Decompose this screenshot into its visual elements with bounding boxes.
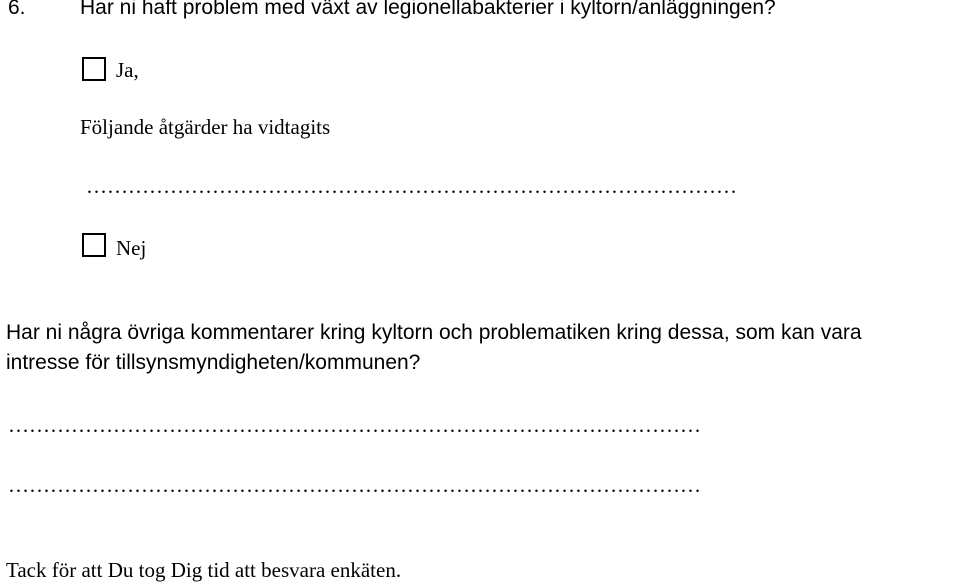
measures-label: Följande åtgärder ha vidtagits bbox=[80, 115, 331, 139]
yes-checkbox[interactable] bbox=[82, 57, 106, 81]
question-number: 6. bbox=[8, 0, 26, 19]
comments-question-line-2: intresse för tillsynsmyndigheten/kommunen? bbox=[6, 351, 421, 374]
no-checkbox[interactable] bbox=[82, 233, 106, 257]
yes-label: Ja, bbox=[116, 58, 139, 82]
no-label: Nej bbox=[116, 236, 147, 260]
question-text: Har ni haft problem med växt av legionellabakterier i kyltorn/anläggningen? bbox=[80, 0, 776, 19]
comments-answer-line-1[interactable]: ……………………………………………………………………………………… bbox=[8, 413, 701, 437]
comments-question-line-1: Har ni några övriga kommentarer kring kyltorn och problematiken kring dessa, som kan vara bbox=[6, 321, 862, 344]
comments-answer-line-2[interactable]: ……………………………………………………………………………………… bbox=[8, 473, 701, 497]
comments-question bbox=[6, 318, 958, 378]
thank-you-text: Tack för att Du tog Dig tid att besvara enkäten. bbox=[6, 558, 402, 582]
measures-answer-line[interactable]: ………………………………………………………………………………… bbox=[86, 174, 737, 198]
